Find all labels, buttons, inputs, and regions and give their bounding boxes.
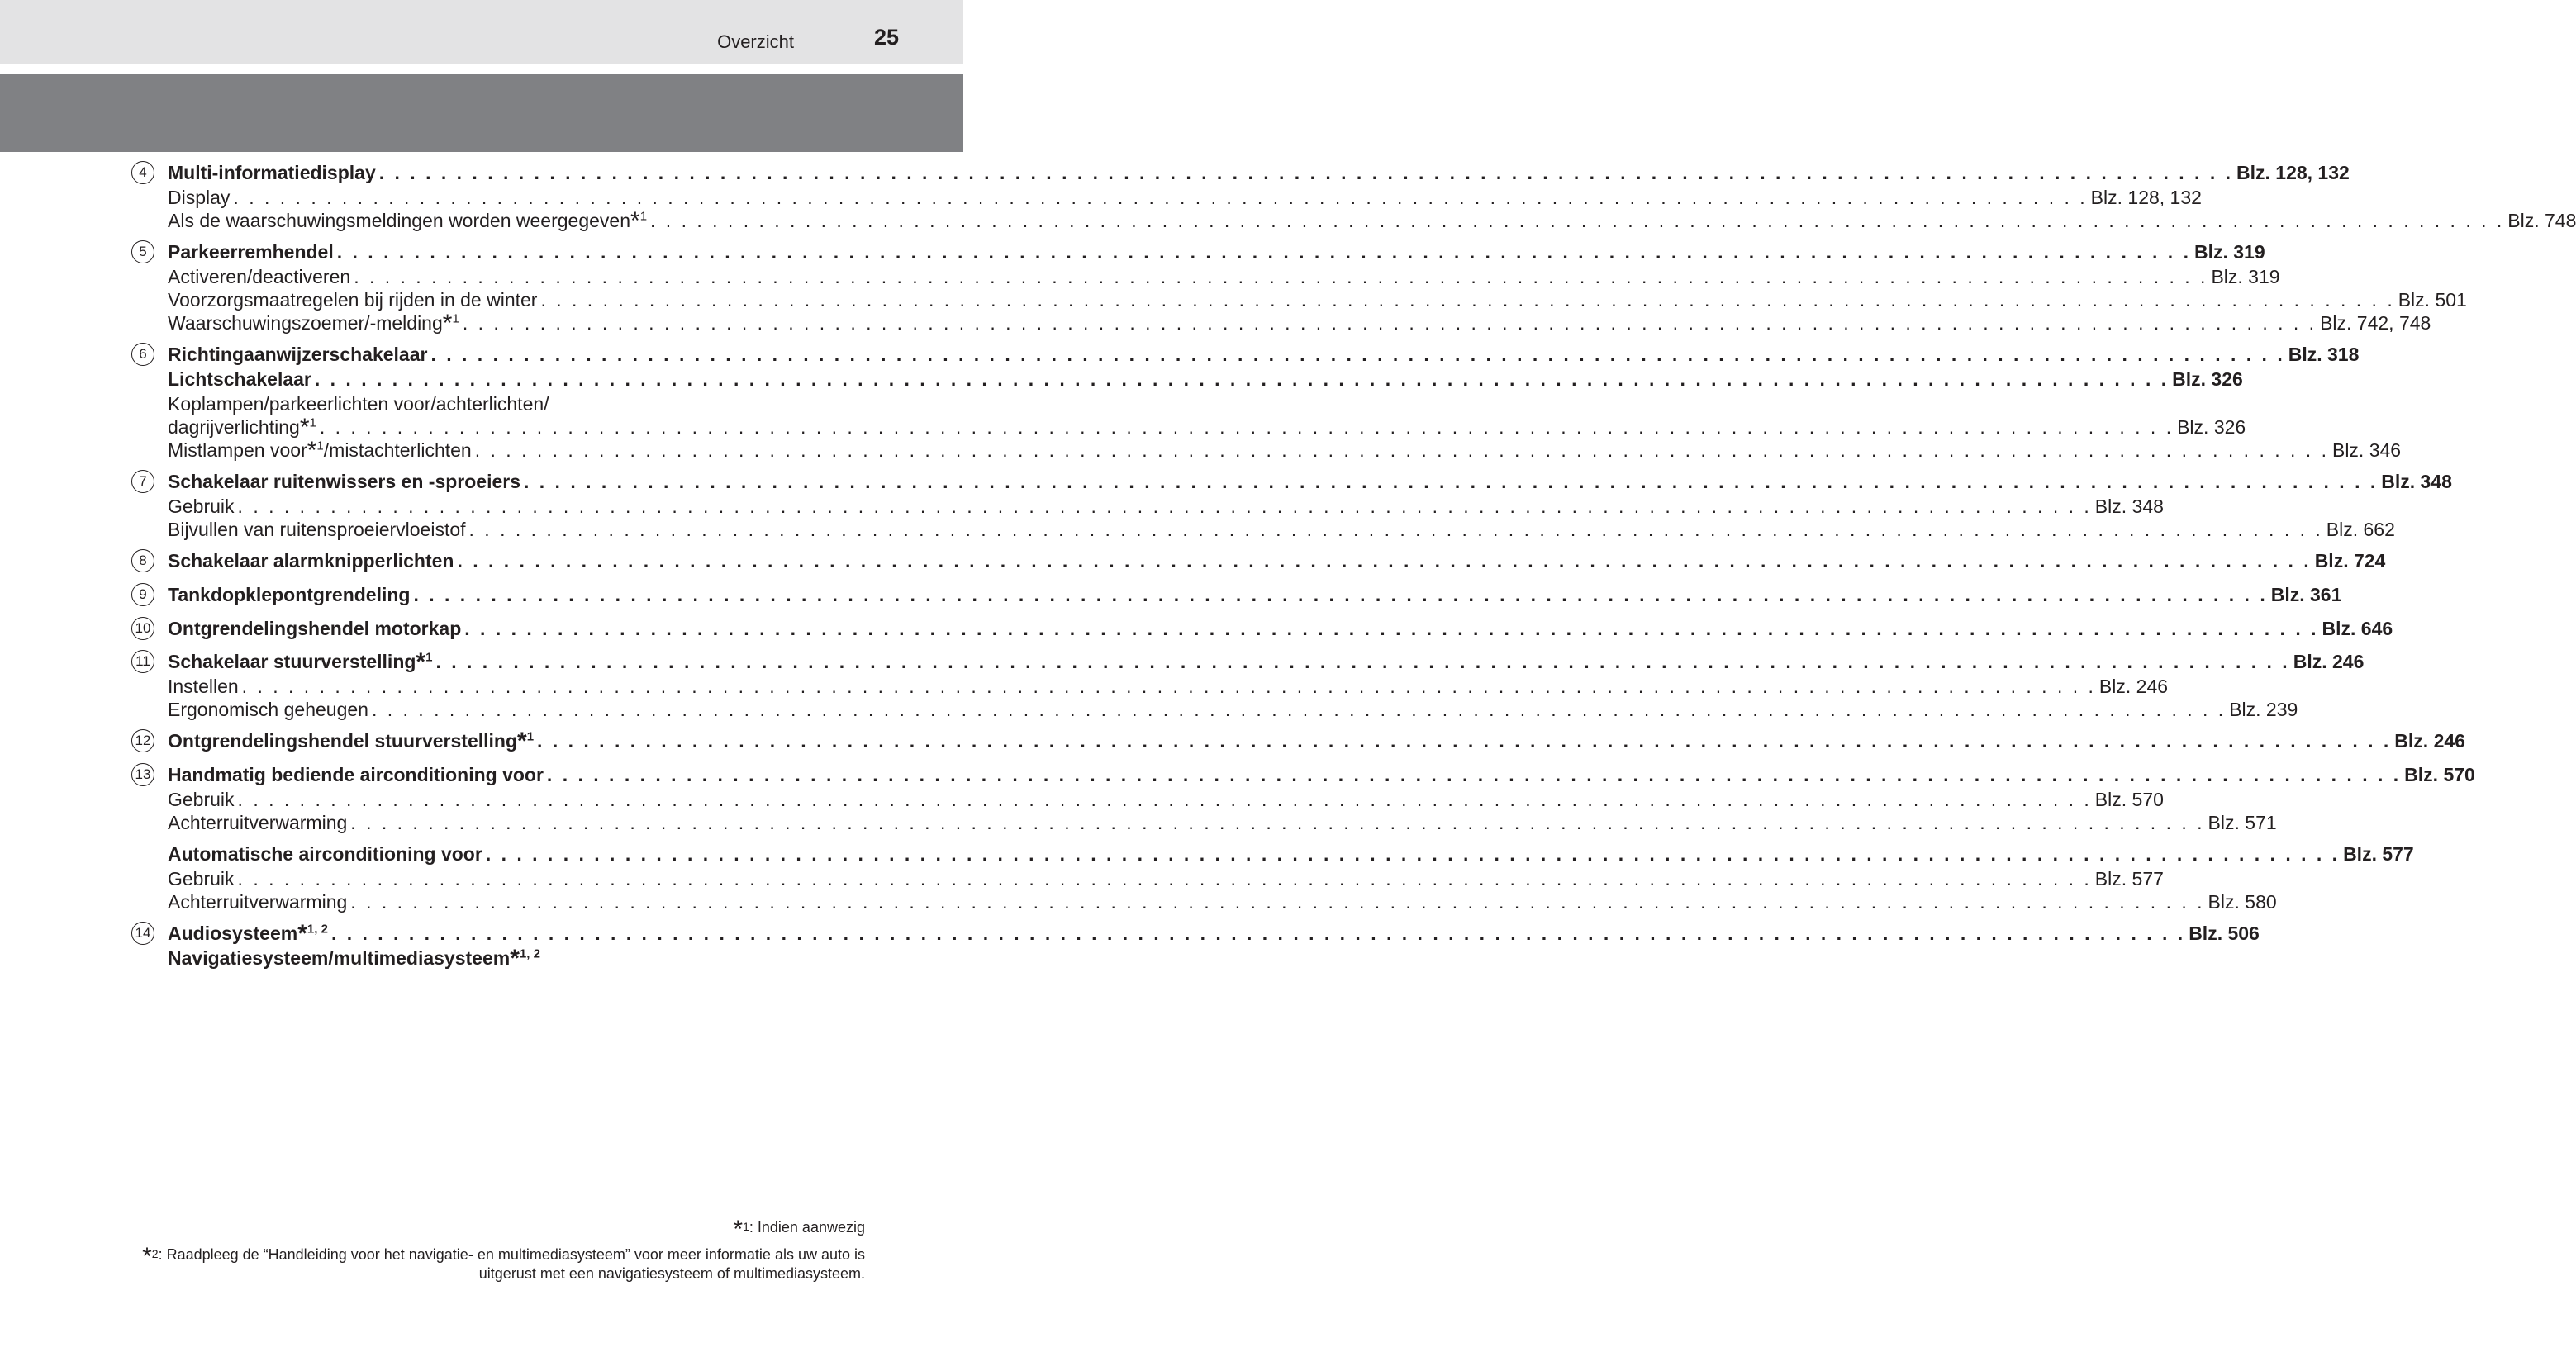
footnote-ref: 1, 2 [519,946,540,961]
footnote-asterisk: * [416,648,426,676]
dot-leader: . . . . . . . . . . . . . . . . . . . . . . . . . . . . . . . . . . . . . . . . . . . . . . . . . . . . . . . . . . . . . . . . . . . . . . . . . . . . . . . . . . . . . . . . . . . . . . . . . . . . . . . . . . . . . . . . . . . . . . . . [435,651,2290,672]
toc-entry-label: Parkeerremhendel [168,241,334,263]
page-reference: Blz. 571 [2208,812,2277,833]
toc-entry-label: Activeren/deactiveren [168,266,351,287]
toc-entry[interactable] [168,786,2164,811]
footnote-asterisk: * [517,728,527,755]
toc-entry-label: Mistlampen voor*$^1$/mistachterlichten [168,437,472,464]
page-reference: Blz. 318 [2288,344,2360,365]
toc-entry[interactable] [168,341,2360,366]
footnote-ref: 1 [425,650,433,665]
toc-entry-label: Schakelaar ruitenwissers en -sproeiers [168,471,520,492]
page-reference: Blz. 742, 748 [2320,312,2431,334]
toc-entry[interactable] [168,516,2395,541]
footnote-ref: 1 [316,439,324,453]
toc-entry-label: Ergonomisch geheugen [168,699,368,720]
dot-leader: . . . . . . . . . . . . . . . . . . . . . . . . . . . . . . . . . . . . . . . . . . . . . . . . . . . . . . . . . . . . . . . . . . . . . . . . . . . . . . . . . . . . . . . . . . . . . . . . . . . . . . . . . . . . . . . . . . . . . . . . [314,368,2170,390]
toc-entry-label: Gebruik [168,496,235,517]
footnote-asterisk: * [297,920,307,947]
toc-entry-label: Achterruitverwarming [168,812,348,833]
item-number: 13 [131,763,154,786]
item-number: 7 [131,470,154,493]
footnote-ref: 1 [639,209,648,224]
dot-leader: . . . . . . . . . . . . . . . . . . . . . . . . . . . . . . . . . . . . . . . . . . . . . . . . . . . . . . . . . . . . . . . . . . . . . . . . . . . . . . . . . . . . . . . . . . . . . . . . . . . . . . . . . . . . . . . . . . . . . . . . [413,584,2268,605]
dot-leader: . . . . . . . . . . . . . . . . . . . . . . . . . . . . . . . . . . . . . . . . . . . . . . . . . . . . . . . . . . . . . . . . . . . . . . . . . . . . . . . . . . . . . . . . . . . . . . . . . . . . . . . . . . . . . . . . . . . . . . . . [650,210,2505,231]
page-reference: Blz. 246 [2394,730,2465,752]
page-reference: Blz. 348 [2381,471,2452,492]
dot-leader: . . . . . . . . . . . . . . . . . . . . . . . . . . . . . . . . . . . . . . . . . . . . . . . . . . . . . . . . . . . . . . . . . . . . . . . . . . . . . . . . . . . . . . . . . . . . . . . . . . . . . . . . . . . . . . . . . . . . . . . . [330,923,2186,944]
header-band [0,0,963,64]
toc-entry-label: Schakelaar stuurverstelling*$^1$ [168,648,433,676]
toc-entry-label: Gebruik [168,789,235,810]
item-number: 14 [131,922,154,945]
toc-entry[interactable] [168,889,2277,913]
dot-leader: . . . . . . . . . . . . . . . . . . . . . . . . . . . . . . . . . . . . . . . . . . . . . . . . . . . . . . . . . . . . . . . . . . . . . . . . . . . . . . . . . . . . . . . . . . . . . . . . . . . . . . . . . . . . . . . . . . . . . . . . [524,471,2379,492]
dot-leader: . . . . . . . . . . . . . . . . . . . . . . . . . . . . . . . . . . . . . . . . . . . . . . . . . . . . . . . . . . . . . . . . . . . . . . . . . . . . . . . . . . . . . . . . . . . . . . . . . . . . . . . . . . . . . . . . . . . . . . . . [537,730,2392,752]
dot-leader: . . . . . . . . . . . . . . . . . . . . . . . . . . . . . . . . . . . . . . . . . . . . . . . . . . . . . . . . . . . . . . . . . . . . . . . . . . . . . . . . . . . . . . . . . . . . . . . . . . . . . . . . . . . . . . . . . . . . . . . . [540,289,2395,311]
footnote-asterisk: * [733,1216,744,1243]
dot-leader: . . . . . . . . . . . . . . . . . . . . . . . . . . . . . . . . . . . . . . . . . . . . . . . . . . . . . . . . . . . . . . . . . . . . . . . . . . . . . . . . . . . . . . . . . . . . . . . . . . . . . . . . . . . . . . . . . . . . . . . . [474,439,2329,461]
page-reference: Blz. 128, 132 [2236,162,2350,183]
footnote-ref: 1 [309,415,316,430]
page-reference: Blz. 506 [2189,923,2260,944]
page-reference: Blz. 748 [2507,210,2576,231]
page-reference: Blz. 662 [2326,519,2395,540]
toc-entry[interactable] [168,696,2298,721]
toc-entry-label: Display [168,187,231,208]
page-reference: Blz. 724 [2314,550,2386,572]
item-number: 12 [131,729,154,752]
footnote-asterisk: * [142,1243,152,1270]
toc-entry-label: Bijvullen van ruitensproeiervloeistof [168,519,466,540]
toc-entry-label: Waarschuwingszoemer/-melding*$^1$ [168,310,459,337]
toc-entry[interactable] [168,548,2386,572]
toc-entry-label: Richtingaanwijzerschakelaar [168,344,428,365]
toc-entry[interactable] [168,809,2277,834]
page-reference: Blz. 348 [2094,496,2164,517]
toc-entry-label: dagrijverlichting*$^1$ [168,414,316,441]
toc-entry-label: Achterruitverwarming [168,891,348,913]
toc-entry[interactable] [168,184,2202,209]
dot-leader: . . . . . . . . . . . . . . . . . . . . . . . . . . . . . . . . . . . . . . . . . . . . . . . . . . . . . . . . . . . . . . . . . . . . . . . . . . . . . . . . . . . . . . . . . . . . . . . . . . . . . . . . . . . . . . . . . . . . . . . . [378,162,2233,183]
page-reference: Blz. 580 [2208,891,2277,913]
toc-entry[interactable] [168,414,2246,441]
toc-entry-label: Tankdopklepontgrendeling [168,584,411,605]
footnote-2: *2: Raadpleeg de “Handleiding voor het navigatie- en multimediasysteem” voor meer informatie als uw auto is uitgerust met een navigatiesysteem of multimediasysteem. [142,1243,865,1282]
toc-entry[interactable] [168,391,826,415]
dot-leader: . . . . . . . . . . . . . . . . . . . . . . . . . . . . . . . . . . . . . . . . . . . . . . . . . . . . . . . . . . . . . . . . . . . . . . . . . . . . . . . . . . . . . . . . . . . . . . . . . . . . . . . . . . . . . . . . . . . . . . . . [468,519,2323,540]
toc-entry-label: Als de waarschuwingsmeldingen worden weergegeven*$^1$ [168,207,648,235]
dot-leader: . . . . . . . . . . . . . . . . . . . . . . . . . . . . . . . . . . . . . . . . . . . . . . . . . . . . . . . . . . . . . . . . . . . . . . . . . . . . . . . . . . . . . . . . . . . . . . . . . . . . . . . . . . . . . . . . . . . . . . . . [354,266,2208,287]
page-reference: Blz. 570 [2094,789,2164,810]
dot-leader: . . . . . . . . . . . . . . . . . . . . . . . . . . . . . . . . . . . . . . . . . . . . . . . . . . . . . . . . . . . . . . . . . . . . . . . . . . . . . . . . . . . . . . . . . . . . . . . . . . . . . . . . . . . . . . . . . . . . . . . . [237,868,2092,889]
toc-entry[interactable] [168,468,2452,493]
item-number: 11 [131,650,154,673]
toc-entry[interactable] [168,159,2350,184]
toc-entry-label: Ontgrendelingshendel motorkap [168,618,462,639]
toc-entry[interactable] [168,287,2467,311]
page-reference: Blz. 246 [2293,651,2365,672]
dot-leader: . . . . . . . . . . . . . . . . . . . . . . . . . . . . . . . . . . . . . . . . . . . . . . . . . . . . . . . . . . . . . . . . . . . . . . . . . . . . . . . . . . . . . . . . . . . . . . . . . . . . . . . . . . . . . . . . . . . . . . . . [319,416,2174,438]
item-number: 4 [131,161,154,184]
toc-entry[interactable] [168,615,2393,640]
page-number: 25 [873,25,899,50]
toc-entry[interactable] [168,841,2414,866]
dot-leader: . . . . . . . . . . . . . . . . . . . . . . . . . . . . . . . . . . . . . . . . . . . . . . . . . . . . . . . . . . . . . . . . . . . . . . . . . . . . . . . . . . . . . . . . . . . . . . . . . . . . . . . . . . . . . . . . . . . . . . . . [350,812,2205,833]
page-reference: Blz. 577 [2094,868,2164,889]
toc-entry-label: Koplampen/parkeerlichten voor/achterlichten/ [168,393,549,415]
dot-leader: . . . . . . . . . . . . . . . . . . . . . . . . . . . . . . . . . . . . . . . . . . . . . . . . . . . . . . . . . . . . . . . . . . . . . . . . . . . . . . . . . . . . . . . . . . . . . . . . . . . . . . . . . . . . . . . . . . . . . . . . [457,550,2312,572]
chapter-bar [0,74,963,152]
toc-entry[interactable] [168,866,2164,890]
footnote-ref: 1, 2 [307,922,328,937]
toc-entry[interactable] [168,761,2475,786]
toc-entry[interactable] [168,493,2164,518]
toc-entry-label: Audiosysteem*$^{1, 2}$ [168,920,328,947]
toc-entry-label: Ontgrendelingshendel stuurverstelling*$^1$ [168,728,535,755]
toc-entry-label: Voorzorgsmaatregelen bij rijden in de winter [168,289,538,311]
dot-leader: . . . . . . . . . . . . . . . . . . . . . . . . . . . . . . . . . . . . . . . . . . . . . . . . . . . . . . . . . . . . . . . . . . . . . . . . . . . . . . . . . . . . . . . . . . . . . . . . . . . . . . . . . . . . . . . . . . . . . . . . [464,618,2319,639]
page-reference: Blz. 326 [2172,368,2243,390]
page-reference: Blz. 319 [2193,241,2265,263]
item-number: 9 [131,583,154,606]
toc-entry-label: Navigatiesysteem/multimediasysteem*$^{1, 2}$ [168,945,540,972]
dot-leader: . . . . . . . . . . . . . . . . . . . . . . . . . . . . . . . . . . . . . . . . . . . . . . . . . . . . . . . . . . . . . . . . . . . . . . . . . . . . . . . . . . . . . . . . . . . . . . . . . . . . . . . . . . . . . . . . . . . . . . . . [350,891,2205,913]
dot-leader: . . . . . . . . . . . . . . . . . . . . . . . . . . . . . . . . . . . . . . . . . . . . . . . . . . . . . . . . . . . . . . . . . . . . . . . . . . . . . . . . . . . . . . . . . . . . . . . . . . . . . . . . . . . . . . . . . . . . . . . . [462,312,2317,334]
toc-entry-label: Instellen [168,676,239,697]
item-number: 6 [131,343,154,366]
footnote-asterisk: * [630,207,640,235]
dot-leader: . . . . . . . . . . . . . . . . . . . . . . . . . . . . . . . . . . . . . . . . . . . . . . . . . . . . . . . . . . . . . . . . . . . . . . . . . . . . . . . . . . . . . . . . . . . . . . . . . . . . . . . . . . . . . . . . . . . . . . . . [237,789,2092,810]
toc-entry[interactable] [168,728,2465,755]
dot-leader: . . . . . . . . . . . . . . . . . . . . . . . . . . . . . . . . . . . . . . . . . . . . . . . . . . . . . . . . . . . . . . . . . . . . . . . . . . . . . . . . . . . . . . . . . . . . . . . . . . . . . . . . . . . . . . . . . . . . . . . . [371,699,2227,720]
toc-entry-label: Multi-informatiedisplay [168,162,376,183]
toc-entry[interactable] [168,437,2402,464]
toc-entry[interactable] [168,945,826,970]
toc-entry[interactable] [168,366,2243,391]
dot-leader: . . . . . . . . . . . . . . . . . . . . . . . . . . . . . . . . . . . . . . . . . . . . . . . . . . . . . . . . . . . . . . . . . . . . . . . . . . . . . . . . . . . . . . . . . . . . . . . . . . . . . . . . . . . . . . . . . . . . . . . . [233,187,2088,208]
section-title: Overzicht [717,31,794,52]
toc-entry[interactable] [168,310,2431,337]
item-number: 8 [131,549,154,572]
dot-leader: . . . . . . . . . . . . . . . . . . . . . . . . . . . . . . . . . . . . . . . . . . . . . . . . . . . . . . . . . . . . . . . . . . . . . . . . . . . . . . . . . . . . . . . . . . . . . . . . . . . . . . . . . . . . . . . . . . . . . . . . [485,843,2341,865]
toc-entry[interactable] [168,920,2260,947]
page-reference: Blz. 346 [2331,439,2402,461]
footnote-ref: 1 [526,729,535,744]
page-reference: Blz. 246 [2098,676,2169,697]
toc-entry-label: Gebruik [168,868,235,889]
page-reference: Blz. 501 [2398,289,2467,311]
toc-entry[interactable] [168,581,2342,606]
footnote-ref: 1 [452,311,459,326]
dot-leader: . . . . . . . . . . . . . . . . . . . . . . . . . . . . . . . . . . . . . . . . . . . . . . . . . . . . . . . . . . . . . . . . . . . . . . . . . . . . . . . . . . . . . . . . . . . . . . . . . . . . . . . . . . . . . . . . . . . . . . . . [430,344,2285,365]
dot-leader: . . . . . . . . . . . . . . . . . . . . . . . . . . . . . . . . . . . . . . . . . . . . . . . . . . . . . . . . . . . . . . . . . . . . . . . . . . . . . . . . . . . . . . . . . . . . . . . . . . . . . . . . . . . . . . . . . . . . . . . . [241,676,2096,697]
toc-entry[interactable] [168,239,2265,263]
footnote-1: *1: Indien aanwezig [733,1216,865,1243]
page-reference: Blz. 646 [2322,618,2393,639]
toc-entry-label: Handmatig bediende airconditioning voor [168,764,544,785]
footnote-asterisk: * [299,414,310,441]
toc-entry-label: Automatische airconditioning voor [168,843,482,865]
footnote-asterisk: * [442,310,453,337]
footnote-asterisk: * [307,437,317,464]
toc-entry[interactable] [168,263,2280,288]
toc-entry[interactable] [168,648,2365,676]
toc-entry[interactable] [168,207,2576,235]
footnote-asterisk: * [510,945,520,972]
toc-entry-label: Schakelaar alarmknipperlichten [168,550,454,572]
page-reference: Blz. 239 [2229,699,2298,720]
dot-leader: . . . . . . . . . . . . . . . . . . . . . . . . . . . . . . . . . . . . . . . . . . . . . . . . . . . . . . . . . . . . . . . . . . . . . . . . . . . . . . . . . . . . . . . . . . . . . . . . . . . . . . . . . . . . . . . . . . . . . . . . [237,496,2092,517]
toc-entry[interactable] [168,673,2169,698]
page-reference: Blz. 326 [2177,416,2246,438]
page-reference: Blz. 128, 132 [2090,187,2202,208]
item-number: 10 [131,617,154,640]
item-number: 5 [131,240,154,263]
dot-leader: . . . . . . . . . . . . . . . . . . . . . . . . . . . . . . . . . . . . . . . . . . . . . . . . . . . . . . . . . . . . . . . . . . . . . . . . . . . . . . . . . . . . . . . . . . . . . . . . . . . . . . . . . . . . . . . . . . . . . . . . [336,241,2191,263]
page-reference: Blz. 577 [2343,843,2414,865]
toc-entry-label: Lichtschakelaar [168,368,311,390]
dot-leader: . . . . . . . . . . . . . . . . . . . . . . . . . . . . . . . . . . . . . . . . . . . . . . . . . . . . . . . . . . . . . . . . . . . . . . . . . . . . . . . . . . . . . . . . . . . . . . . . . . . . . . . . . . . . . . . . . . . . . . . . [546,764,2402,785]
page-reference: Blz. 570 [2404,764,2475,785]
page-reference: Blz. 319 [2211,266,2280,287]
page-reference: Blz. 361 [2270,584,2342,605]
